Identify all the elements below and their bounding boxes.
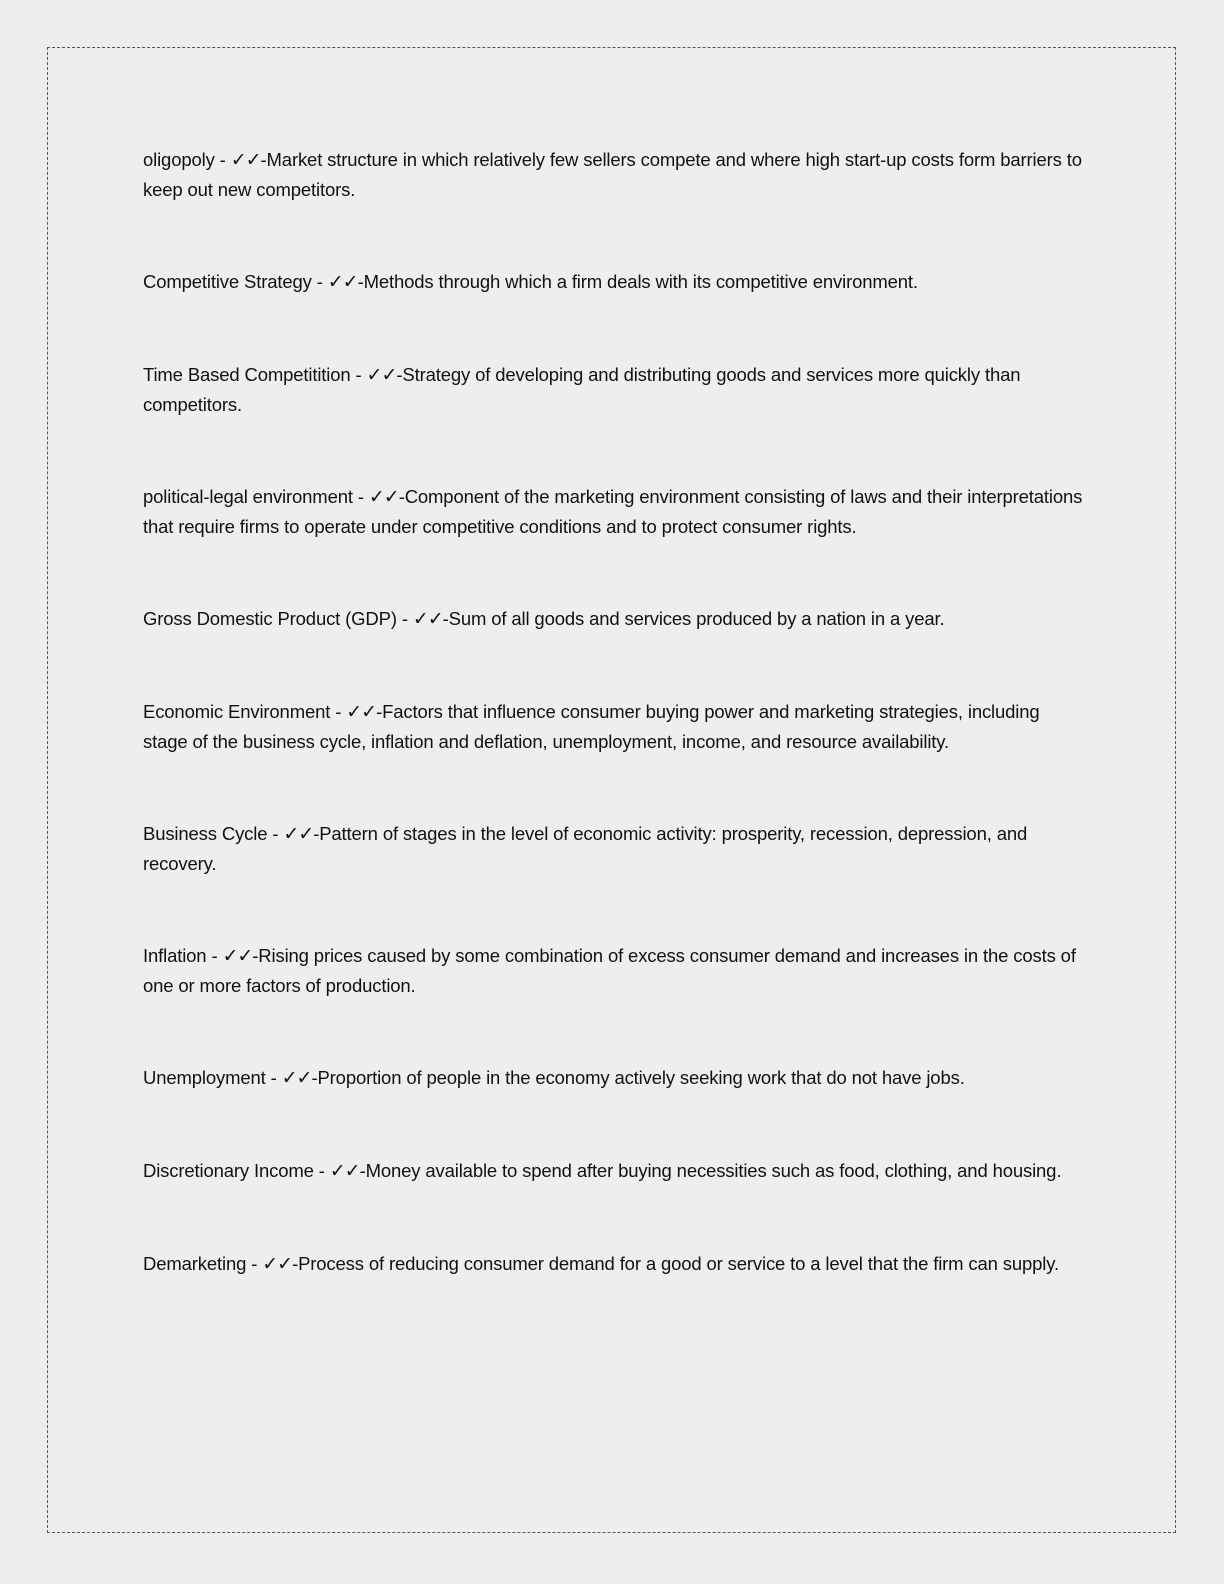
term-entry	[143, 360, 1083, 419]
separator: -	[311, 271, 328, 292]
double-check-icon: ✓✓	[262, 1253, 293, 1275]
term: political-legal environment	[143, 486, 353, 507]
term: Inflation	[143, 945, 207, 966]
definition: -Factors that influence consumer buying power and marketing strategies, including stage of the business cycle, inflation and deflation, unemployment, income, and resource availability.	[143, 701, 1040, 752]
definition: -Proportion of people in the economy actively seeking work that do not have jobs.	[311, 1067, 965, 1088]
double-check-icon: ✓✓	[327, 271, 358, 293]
definition: -Pattern of stages in the level of economic activity: prosperity, recession, depression, and recovery.	[143, 823, 1028, 874]
definition: -Process of reducing consumer demand for a good or service to a level that the firm can supply.	[292, 1253, 1059, 1274]
double-check-icon: ✓✓	[283, 823, 314, 845]
separator: -	[313, 1160, 330, 1181]
term: Demarketing	[143, 1253, 247, 1274]
term-entry	[143, 1063, 1083, 1093]
term: oligopoly	[143, 149, 215, 170]
definition: -Sum of all goods and services produced by a nation in a year.	[442, 608, 945, 629]
separator: -	[396, 608, 413, 629]
definition: -Strategy of developing and distributing goods and services more quickly than competitors.	[143, 364, 1021, 415]
double-check-icon: ✓✓	[222, 945, 253, 967]
double-check-icon: ✓✓	[368, 486, 399, 508]
term: Unemployment	[143, 1067, 266, 1088]
separator: -	[267, 823, 284, 844]
term-list	[143, 145, 1083, 1279]
double-check-icon: ✓✓	[281, 1067, 312, 1089]
separator: -	[214, 149, 231, 170]
separator: -	[206, 945, 223, 966]
term-entry	[143, 604, 1083, 634]
double-check-icon: ✓✓	[230, 149, 261, 171]
term: Time Based Competitition	[143, 364, 351, 385]
separator: -	[265, 1067, 282, 1088]
term: Gross Domestic Product (GDP)	[143, 608, 397, 629]
separator: -	[330, 701, 347, 722]
definition: -Component of the marketing environment consisting of laws and their interpretations that require firms to operate under competitive conditions and to protect consumer rights.	[143, 486, 1083, 537]
term-entry	[143, 1249, 1083, 1279]
term: Business Cycle	[143, 823, 268, 844]
term-entry	[143, 697, 1083, 756]
term-entry	[143, 819, 1083, 878]
double-check-icon: ✓✓	[412, 608, 443, 630]
term: Discretionary Income	[143, 1160, 314, 1181]
term-entry	[143, 482, 1083, 541]
term-entry	[143, 1156, 1083, 1186]
definition: -Money available to spend after buying necessities such as food, clothing, and housing.	[359, 1160, 1062, 1181]
definition: -Market structure in which relatively few sellers compete and where high start-up costs form barriers to keep out new competitors.	[143, 149, 1082, 200]
double-check-icon: ✓✓	[366, 364, 397, 386]
term-entry	[143, 145, 1083, 204]
term-entry	[143, 941, 1083, 1000]
separator: -	[350, 364, 367, 385]
term: Competitive Strategy	[143, 271, 312, 292]
term-entry	[143, 267, 1083, 297]
separator: -	[246, 1253, 263, 1274]
double-check-icon: ✓✓	[346, 701, 377, 723]
term: Economic Environment	[143, 701, 331, 722]
double-check-icon: ✓✓	[329, 1160, 360, 1182]
definition: -Rising prices caused by some combination of excess consumer demand and increases in the costs of one or more factors of production.	[143, 945, 1076, 996]
separator: -	[352, 486, 369, 507]
definition: -Methods through which a firm deals with its competitive environment.	[357, 271, 918, 292]
